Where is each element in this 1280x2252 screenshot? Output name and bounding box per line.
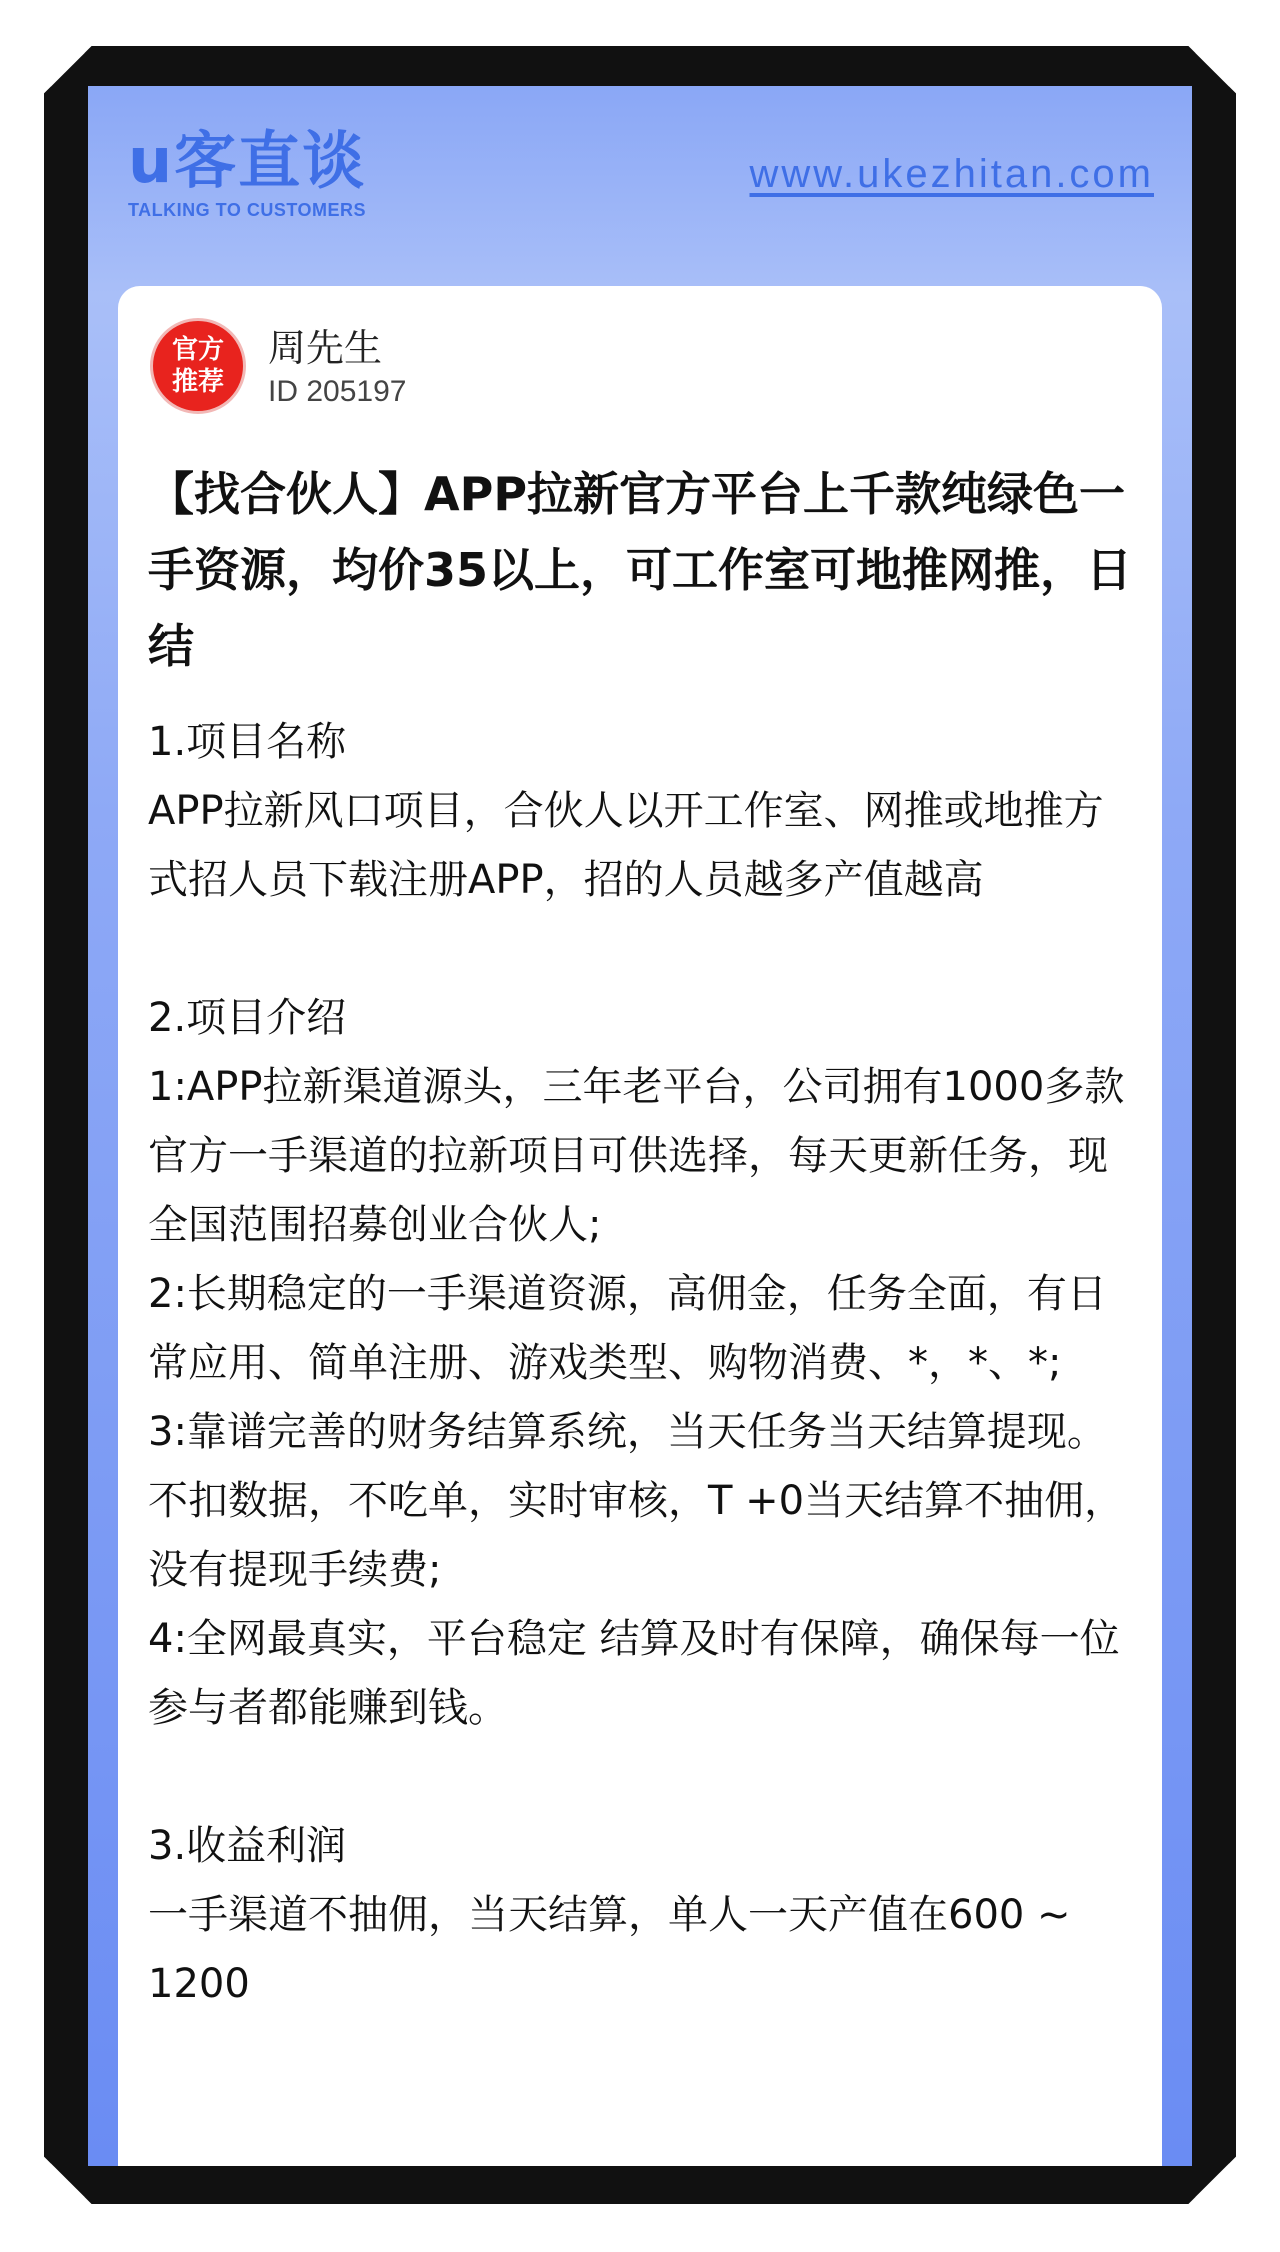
avatar[interactable]: [150, 318, 246, 414]
brand-subtitle: TALKING TO CUSTOMERS: [128, 200, 367, 220]
brand-logo: [128, 126, 366, 221]
section-heading: 3.收益利润: [148, 1823, 347, 1869]
section-text: 2:长期稳定的一手渠道资源，高佣金，任务全面，有日常应用、简单注册、游戏类型、购物消费、*，*、*;: [148, 1271, 1107, 1386]
section-text: 一手渠道不抽佣，当天结算，单人一天产值在600 ~ 1200: [148, 1892, 1071, 2007]
section-heading: 2.项目介绍: [148, 995, 347, 1041]
section-text: 3:靠谱完善的财务结算系统，当天任务当天结算提现。不扣数据，不吃单，实时审核，T +0当天结算不抽佣，没有提现手续费;: [148, 1409, 1125, 1593]
post-title: 【找合伙人】APP拉新官方平台上千款纯绿色一手资源，均价35以上，可工作室可地推网推，日结: [148, 467, 1133, 673]
section-heading: 1.项目名称: [148, 719, 347, 765]
post-body: [148, 708, 1138, 2019]
brand-title: u客直谈: [128, 124, 367, 197]
section-text: 1:APP拉新渠道源头，三年老平台，公司拥有1000多款官方一手渠道的拉新项目可供选择，每天更新任务，现全国范围招募创业合伙人;: [148, 1064, 1125, 1248]
paragraph-spacer: [148, 1743, 1138, 1812]
section-text: APP拉新风口项目，合伙人以开工作室、网推或地推方式招人员下载注册APP，招的人员越多产值越高: [148, 788, 1104, 903]
poster-panel: [88, 86, 1192, 2166]
paragraph-spacer: [148, 915, 1138, 984]
section-text: 4:全网最真实，平台稳定 结算及时有保障，确保每一位参与者都能赚到钱。: [148, 1616, 1120, 1731]
post-card: [118, 286, 1162, 2166]
avatar-badge-text: 官方推荐: [171, 335, 224, 397]
author-name[interactable]: 周先生: [268, 326, 383, 370]
author-id: ID 205197: [268, 375, 407, 408]
site-url-link[interactable]: www.ukezhitan.com: [749, 152, 1154, 196]
